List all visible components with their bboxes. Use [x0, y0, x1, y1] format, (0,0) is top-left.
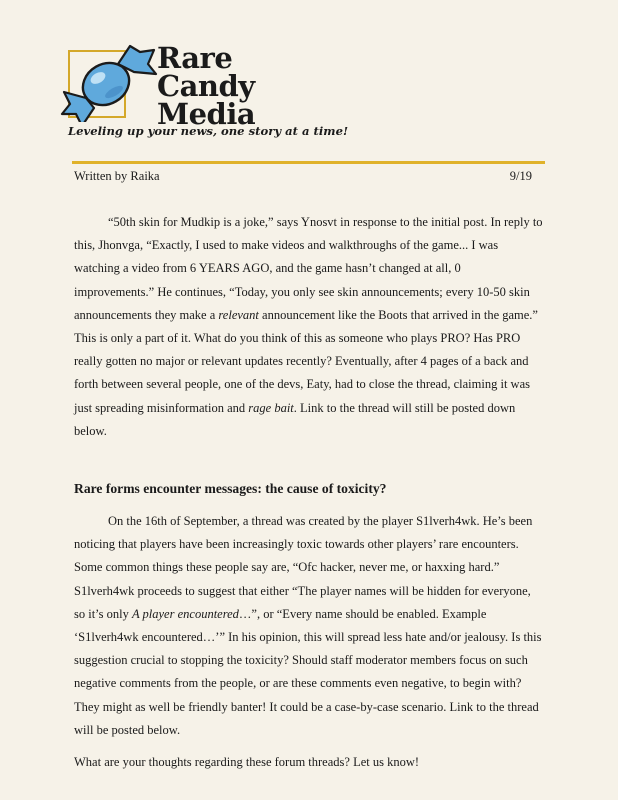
article1-text-1: “50th skin for Mudkip is a joke,” says Ynosvt in response to the initial post. In reply to this, Jhonvga, “Exactly, I used to make videos and walkthroughs of the game... I was watching a video from 6 YEARS AGO, and the game hasn’t changed at all, 0 improvements.” He continues, “Today, you only see skin announcements; every 10-50 skin announcements they make a [74, 215, 543, 322]
brand-name [157, 41, 256, 131]
brand-tagline: Leveling up your news, one story at a time! [68, 124, 349, 138]
article2-emphasis-1: A player encountered [132, 606, 239, 621]
closing-question: What are your thoughts regarding these forum threads? Let us know! [74, 755, 420, 770]
article2-text-1: On the 16th of September, a thread was created by the player S1lverh4wk. He’s been noticing that players have been increasingly toxic towards other players’ rare encounters. Some common things these people say are, “Ofc hacker, never me, or haxxing hard.” S1lverh4wk proceeds to suggest that either “The player names will be hidden for everyone, so it’s only [74, 514, 533, 621]
article1-text-3: . Link to the thread will still be posted down below. [74, 400, 516, 438]
author: Written by Raika [74, 169, 160, 183]
article1-text-2: announcement like the Boots that arrived in the game.” This is only a part of it. What do you think of this as someone who plays PRO? Has PRO really gotten no major or relevant updates recently? Eventually, after 4 pages of a back and forth between several people, one of the devs, Eaty, had to close the thread, claiming it was just spreading misinformation and [74, 307, 538, 415]
article1-emphasis-2: rage bait [248, 400, 294, 415]
brand-line-2: Candy [157, 69, 255, 103]
header-divider [72, 161, 545, 164]
article2-text-2: …”, or “Every name should be enabled. Example ‘S1lverh4wk encountered…’” In his opinion, this will spread less hate and/or jealousy. Is this suggestion crucial to stopping the toxicity? Should staff moderator members focus on such negative comments from the people, or are these comments even negative, to begin with? They might as well be friendly banter! It could be a case-by-case scenario. Link to the thread will be posted below. [74, 606, 542, 737]
article1-emphasis-1: relevant [218, 307, 259, 322]
publish-date: 9/19 [509, 169, 532, 183]
article2-heading: Rare forms encounter messages: the cause of toxicity? [74, 481, 387, 497]
article2-paragraph [74, 510, 544, 742]
brand-line-1: Rare [157, 41, 233, 75]
brand-line-3: Media [157, 97, 256, 131]
candy-icon [60, 42, 160, 122]
article1-paragraph [74, 211, 544, 443]
article-body [74, 211, 544, 774]
byline [74, 169, 532, 184]
